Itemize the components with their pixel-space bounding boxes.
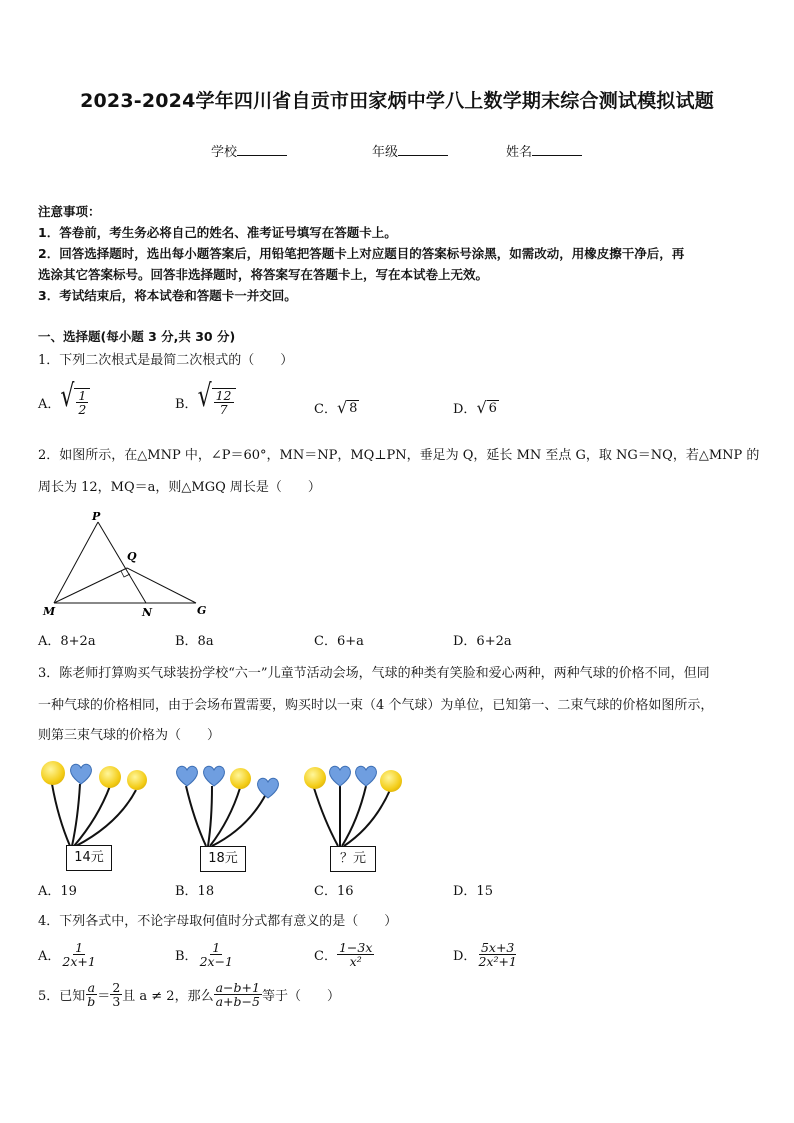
q4-b-label: B． <box>175 949 198 965</box>
q1-a-label: A． <box>38 396 61 412</box>
smiley-balloon-icon <box>99 766 121 788</box>
q5-f3-num: a−b+1 <box>215 980 260 995</box>
bunch-1-price-tag: 14元 <box>66 845 112 871</box>
q3-option-d: D．15 <box>453 884 493 899</box>
q4-d-num: 5x+3 <box>480 940 515 955</box>
q1-stem: 1．下列二次根式是最简二次根式的（ ） <box>38 353 294 368</box>
heart-balloon-icon <box>255 776 281 800</box>
smiley-balloon-icon <box>304 767 326 789</box>
q1-a-den: 2 <box>78 402 87 418</box>
q3-line1: 3．陈老师打算购买气球装扮学校“六一”儿童节活动会场，气球的种类有笑脸和爱心两种，两种气球的价格不同，但同 <box>38 666 710 681</box>
smiley-balloon-icon <box>230 768 251 789</box>
notes-heading: 注意事项： <box>38 204 101 219</box>
grade-field <box>372 141 448 160</box>
q1-a-num: 1 <box>78 388 87 403</box>
name-label: 姓名 <box>506 145 533 160</box>
q1-a-sqrt: √ $\frac{1}{2}$ <box>60 388 90 416</box>
label-p: P <box>92 510 101 523</box>
school-field <box>211 141 287 160</box>
smiley-balloon-icon <box>41 761 65 785</box>
q4-stem: 4．下列各式中，不论字母取何值时分式都有意义的是（ ） <box>38 914 398 929</box>
school-blank <box>237 143 287 156</box>
q4-b-den: 2x−1 <box>199 954 233 970</box>
q5-eq: ＝ <box>97 989 111 1005</box>
q1-c-label: C． <box>314 402 337 417</box>
heart-balloon-icon <box>327 764 353 788</box>
q1-option-d <box>453 398 499 417</box>
q5-prefix: 5．已知 <box>38 989 86 1005</box>
note-item-1: 1．答卷前，考生务必将自己的姓名、准考证号填写在答题卡上。 <box>38 225 397 240</box>
q5-f2-num: 2 <box>112 980 121 995</box>
q2-option-a: A．8+2a <box>38 634 96 649</box>
q1-c-rad: 8 <box>349 400 358 416</box>
segment-pm <box>54 522 98 603</box>
q3-option-b: B．18 <box>175 884 215 899</box>
q5-f1-num: a <box>87 980 96 995</box>
segment-qg <box>127 568 196 603</box>
q4-option-a <box>38 941 98 968</box>
q1-d-label: D． <box>453 402 477 417</box>
q1-d-sqrt: √ 6 <box>476 397 497 417</box>
q4-option-b <box>175 941 235 968</box>
q5-f3-den: a+b−5 <box>215 994 260 1010</box>
q2-option-d: D．6+2a <box>453 634 512 649</box>
bunch-3-price-tag: ？元 <box>330 846 376 872</box>
q5-stem <box>38 981 340 1008</box>
balloon-bunch-3 <box>302 760 407 876</box>
label-g: G <box>197 604 207 617</box>
name-blank <box>532 143 582 156</box>
heart-balloon-icon <box>68 762 94 786</box>
q4-b-num: 1 <box>212 940 221 955</box>
exam-title: 2023-2024学年四川省自贡市田家炳中学八上数学期末综合测试模拟试题 <box>80 90 714 112</box>
note-item-3: 3．考试结束后，将本试卷和答题卡一并交回。 <box>38 288 297 303</box>
q1-b-den: 7 <box>219 402 228 418</box>
smiley-balloon-icon <box>380 770 402 792</box>
q4-c-num: 1−3x <box>338 940 373 955</box>
heart-balloon-icon <box>174 764 200 788</box>
school-label: 学校 <box>211 145 238 160</box>
grade-label: 年级 <box>372 145 399 160</box>
q5-f1-den: b <box>87 994 96 1010</box>
q4-option-c <box>314 941 374 968</box>
note-item-2-cont: 选涂其它答案标号。回答非选择题时，将答案写在答题卡上，写在本试卷上无效。 <box>38 267 489 282</box>
q1-b-sqrt: √ $\frac{12}{7}$ <box>198 388 236 416</box>
q4-a-label: A． <box>38 949 61 965</box>
name-field <box>506 141 582 160</box>
section-heading: 一、选择题(每小题 3 分,共 30 分) <box>38 329 236 344</box>
segment-mq <box>54 568 127 603</box>
heart-balloon-icon <box>353 764 379 788</box>
q1-c-sqrt: √ 8 <box>336 397 358 417</box>
q1-b-num: 12 <box>215 388 232 403</box>
heart-balloon-icon <box>201 764 227 788</box>
q1-option-c <box>314 398 359 417</box>
bunch-2-price-tag: 18元 <box>200 846 246 872</box>
q4-c-label: C． <box>314 949 337 965</box>
label-m: M <box>43 605 56 618</box>
q1-option-a <box>38 379 90 418</box>
note-item-2: 2．回答选择题时，选出每小题答案后，用铅笔把答题卡上对应题目的答案标号涂黑，如需改动，用橡皮擦干净后，再 <box>38 246 685 261</box>
q4-d-den: 2x²+1 <box>478 954 517 970</box>
q1-b-label: B． <box>175 396 198 412</box>
label-q: Q <box>127 550 137 563</box>
q2-triangle-figure <box>36 508 216 623</box>
q1-option-b <box>175 379 236 418</box>
q3-option-c: C．16 <box>314 884 354 899</box>
q3-line3: 则第三束气球的价格为（ ） <box>38 728 221 743</box>
q5-mid: 且 a ≠ 2，那么 <box>122 989 214 1005</box>
q5-f2-den: 3 <box>112 994 121 1010</box>
q3-option-a: A．19 <box>38 884 77 899</box>
balloon-bunch-2 <box>172 760 292 876</box>
q2-line2: 周长为 12，MQ＝a，则△MGQ 周长是（ ） <box>38 480 321 495</box>
q2-line1: 2．如图所示，在△MNP 中，∠P＝60°，MN＝NP，MQ⊥PN，垂足为 Q，延长 MN 至点 G，取 NG＝NQ，若△MNP 的 <box>38 448 760 463</box>
q2-option-c: C．6+a <box>314 634 364 649</box>
q3-line2: 一种气球的价格相同，由于会场布置需要，购买时以一束（4 个气球）为单位，已知第一、二束气球的价格如图所示， <box>38 698 714 713</box>
grade-blank <box>398 143 448 156</box>
q1-d-rad: 6 <box>488 400 497 416</box>
q4-c-den: x² <box>349 954 362 970</box>
label-n: N <box>142 606 153 619</box>
smiley-balloon-icon <box>127 770 147 790</box>
q4-a-den: 2x+1 <box>62 954 96 970</box>
q2-option-b: B．8a <box>175 634 214 649</box>
q4-option-d <box>453 941 519 968</box>
q5-suffix: 等于（ ） <box>261 989 340 1005</box>
segment-pn <box>98 522 146 603</box>
q4-a-num: 1 <box>75 940 84 955</box>
q4-d-label: D． <box>453 949 477 965</box>
balloon-bunch-1 <box>38 758 163 876</box>
